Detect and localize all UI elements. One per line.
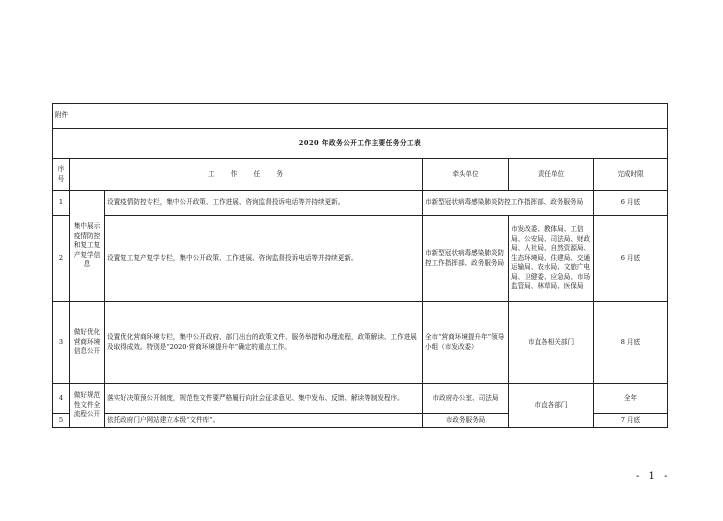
header-responsible-unit: 责任单位 [509, 159, 594, 191]
row-task: 设置优化营商环境专栏，集中公开政府、部门出台的政策文件、服务举措和办理流程，政策解读、工作进展及取得成效。特别是“2020·营商环境提升年”确定的重点工作。 [105, 302, 423, 384]
row-deadline: 8 月底 [594, 302, 668, 384]
row-index: 2 [53, 216, 70, 302]
table-row [53, 191, 668, 216]
annex-label: 附件 [53, 104, 668, 129]
row-task: 设置疫情防控专栏，集中公开政策、工作进展、咨询监督投诉电话等并持续更新。 [105, 191, 423, 216]
row-task: 落实好决策预公开制度，规范性文件要严格履行向社会征求意见、集中发布、反馈、解读等制发程序。 [105, 384, 423, 414]
group-label: 做好优化营商环境信息公开 [70, 302, 105, 384]
row-index: 4 [53, 384, 70, 414]
row-lead-unit: 全市“营商环境提升年”领导小组（市发改委） [423, 302, 509, 384]
row-task: 依托政府门户网站建立本级“文件库”。 [105, 414, 423, 428]
row-index: 3 [53, 302, 70, 384]
table-title: 2020 年政务公开工作主要任务分工表 [53, 129, 668, 159]
row-responsible-unit: 市直各部门 [509, 384, 594, 428]
table-row [53, 216, 668, 302]
header-row [53, 159, 668, 191]
table-row [53, 384, 668, 414]
row-task: 设置复工复产复学专栏，集中公开政策、工作进展、咨询监督投诉电话等并持续更新。 [105, 216, 423, 302]
row-index: 5 [53, 414, 70, 428]
row-responsible-unit: 市发改委、教体局、工信局、公安局、司法局、财政局、人社局、自然资源局、生态环境局、住建局、交通运输局、农水局、文旅广电局、卫健委、应急局、市场监管局、林草局、医保局 [509, 216, 594, 302]
task-assignment-table [52, 103, 668, 428]
page-number: - 1 - [636, 471, 671, 482]
row-deadline: 6 月底 [594, 191, 668, 216]
row-lead-unit: 市新型冠状病毒感染肺炎防控工作指挥部、政务服务局 [423, 191, 594, 216]
group-label: 集中展示疫情防控和复工复产复学信息 [70, 191, 105, 302]
row-responsible-unit: 市直各相关部门 [509, 302, 594, 384]
group-label: 做好规范性文件全流程公开 [70, 384, 105, 428]
row-lead-unit: 市政务服务局 [423, 414, 509, 428]
header-deadline: 完成时限 [594, 159, 668, 191]
row-deadline: 6 月底 [594, 216, 668, 302]
row-lead-unit: 市新型冠状病毒感染肺炎防控工作指挥部、政务服务局 [423, 216, 509, 302]
row-deadline: 全年 [594, 384, 668, 414]
table-row [53, 302, 668, 384]
row-lead-unit: 市政府办公室、司法局 [423, 384, 509, 414]
header-index: 序号 [53, 159, 70, 191]
row-deadline: 7 月底 [594, 414, 668, 428]
row-index: 1 [53, 191, 70, 216]
header-task: 工 作 任 务 [70, 159, 423, 191]
header-lead-unit: 牵头单位 [423, 159, 509, 191]
